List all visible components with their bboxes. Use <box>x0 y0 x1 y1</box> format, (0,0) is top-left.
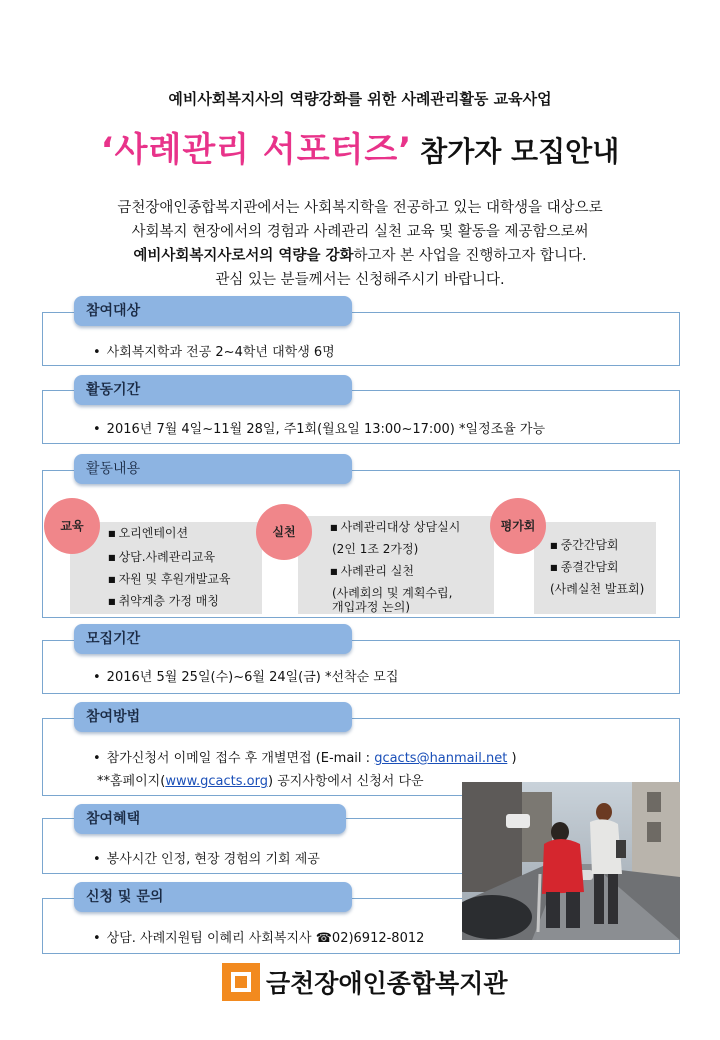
method-line-1: • 참가신청서 이메일 접수 후 개별면접 (E-mail : gcacts@hanmail.net ) <box>93 747 517 766</box>
square-bullet-icon: ■ <box>108 574 116 584</box>
practice-panel <box>298 516 494 614</box>
practice-badge: 실천 <box>256 504 312 560</box>
education-item: ■ 상담.사례관리교육 <box>108 550 216 564</box>
benefit-tab: 참여혜택 <box>74 804 346 834</box>
website-link[interactable]: www.gcacts.org <box>165 774 268 789</box>
email-link[interactable]: gcacts@hanmail.net <box>374 751 508 766</box>
practice-line: (사례회의 및 계획수립, <box>332 586 453 600</box>
practice-line: (2인 1조 2가정) <box>332 542 419 556</box>
intro-line-3-bold: 예비사회복지사로서의 역량을 강화 <box>133 248 354 264</box>
intro-line-4: 관심 있는 분들께서는 신청해주시기 바랍니다. <box>215 272 505 288</box>
recruit-tab: 모집기간 <box>74 624 352 654</box>
intro-paragraph <box>0 196 720 292</box>
period-tab: 활동기간 <box>74 375 352 405</box>
square-bullet-icon: ■ <box>550 562 558 572</box>
intro-line-1: 금천장애인종합복지관에서는 사회복지학을 전공하고 있는 대학생을 대상으로 <box>117 200 603 216</box>
logo-icon <box>222 963 260 1001</box>
subtitle: 예비사회복지사의 역량강화를 위한 사례관리활동 교육사업 <box>168 90 552 108</box>
education-badge: 교육 <box>44 498 100 554</box>
org-name: 금천장애인종합복지관 <box>266 969 508 998</box>
evaluation-line: (사례실천 발표회) <box>550 582 645 596</box>
target-tab: 참여대상 <box>74 296 352 326</box>
practice-line: ■ 사례관리대상 상담실시 <box>330 520 461 534</box>
square-bullet-icon: ■ <box>108 528 116 538</box>
phone-number: 02)6912-8012 <box>331 931 425 946</box>
square-bullet-icon: ■ <box>330 522 338 532</box>
education-item: ■ 자원 및 후원개발교육 <box>108 572 231 586</box>
intro-line-3 <box>0 244 720 268</box>
practice-line: ■ 사례관리 실천 <box>330 564 414 578</box>
title-highlight: ‘사례관리 서포터즈’ <box>100 130 413 170</box>
title-rest: 참가자 모집안내 <box>420 135 620 168</box>
benefit-item: • 봉사시간 인정, 현장 경험의 기회 제공 <box>93 848 320 867</box>
square-bullet-icon: ■ <box>108 596 116 606</box>
evaluation-line: ■ 중간간담회 <box>550 538 619 552</box>
recruit-item: • 2016년 5월 25일(수)~6월 24일(금) *선착순 모집 <box>93 666 398 685</box>
content-tab: 활동내용 <box>74 454 352 484</box>
square-bullet-icon: ■ <box>330 566 338 576</box>
inquiry-tab: 신청 및 문의 <box>74 882 352 912</box>
method-line-2: **홈페이지(www.gcacts.org) 공지사항에서 신청서 다운 <box>97 774 424 789</box>
intro-line-2: 사회복지 현장에서의 경험과 사례관리 실천 교육 및 활동을 제공함으로써 <box>131 224 589 240</box>
practice-line: 개입과정 논의) <box>332 600 411 614</box>
evaluation-panel <box>534 522 656 614</box>
page-title <box>0 122 720 171</box>
square-bullet-icon: ■ <box>550 540 558 550</box>
street-scene-illustration <box>462 782 680 940</box>
evaluation-line: ■ 종결간담회 <box>550 560 619 574</box>
method-tab: 참여방법 <box>74 702 352 732</box>
inquiry-item: • 상담. 사례지원팀 이혜리 사회복지사 ☎02)6912-8012 <box>93 927 424 946</box>
intro-line-3-rest: 하고자 본 사업을 진행하고자 합니다. <box>353 248 587 264</box>
period-item: • 2016년 7월 4일~11월 28일, 주1회(월요일 13:00~17:00) *일정조율 가능 <box>93 418 545 437</box>
activity-photo <box>462 782 680 940</box>
education-item: ■ 오리엔테이션 <box>108 526 189 540</box>
education-item: ■ 취약계층 가정 매칭 <box>108 594 219 608</box>
evaluation-badge: 평가회 <box>490 498 546 554</box>
square-bullet-icon: ■ <box>108 552 116 562</box>
phone-icon: ☎ <box>315 931 332 946</box>
target-item: • 사회복지학과 전공 2~4학년 대학생 6명 <box>93 341 335 360</box>
education-panel <box>70 522 262 614</box>
